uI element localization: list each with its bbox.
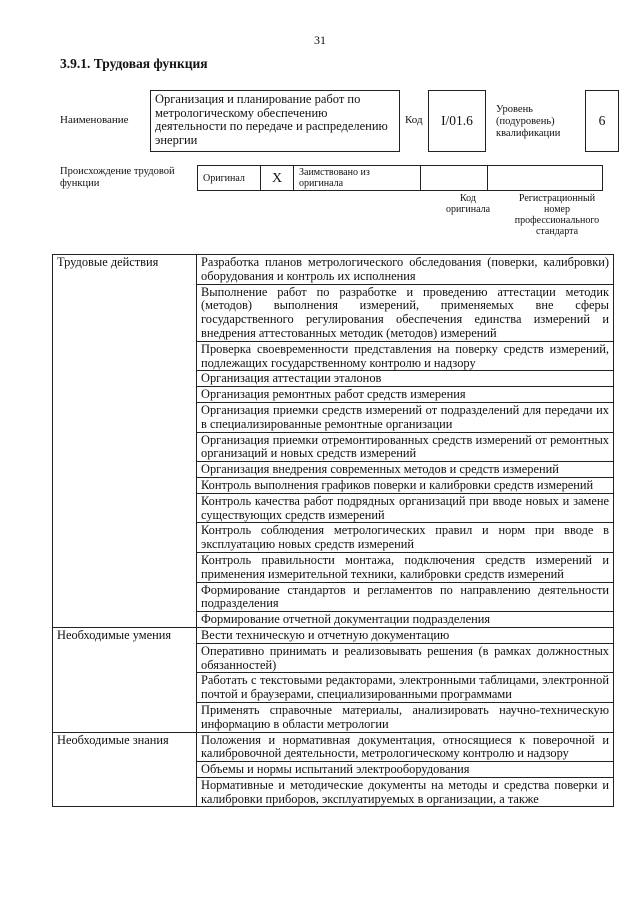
origin-code-cell — [421, 166, 488, 191]
borrowed-label: Заимствовано из оригинала — [294, 166, 421, 191]
original-mark: X — [261, 166, 294, 191]
code-label: Код — [405, 114, 423, 126]
origin-label: Происхождение трудовой функции — [60, 166, 175, 189]
item-cell: Оперативно принимать и реализовывать решения (в рамках должностных обязанностей) — [197, 643, 614, 673]
item-cell: Объемы и нормы испытаний электрооборудования — [197, 762, 614, 778]
category-cell: Трудовые действия — [53, 255, 197, 628]
item-cell: Проверка своевременности представления на поверку средств измерений, подлежащих государственному контролю и надзору — [197, 341, 614, 371]
code-value: I/01.6 — [441, 113, 473, 128]
table-row — [53, 627, 614, 643]
table-row — [53, 732, 614, 762]
item-cell: Контроль соблюдения метрологических правил и норм при вводе в эксплуатацию новых средств измерений — [197, 523, 614, 553]
function-name-box — [150, 90, 400, 152]
item-cell: Формирование отчетной документации подразделения — [197, 612, 614, 628]
item-cell: Выполнение работ по разработке и проведению аттестации методик (методов) выполнения измерений, применяемых вне сферы государственного регулирования обеспечения единства измерений и внедрения аттестованных методик (методов) измерений — [197, 284, 614, 341]
item-cell: Организация аттестации эталонов — [197, 371, 614, 387]
function-name: Организация и планирование работ по метрологическому обеспечению деятельности по передаче и распределению энергии — [155, 92, 388, 147]
original-label — [198, 166, 261, 191]
reg-caption: Регистрационный номер профессионального стандарта — [514, 193, 600, 237]
name-label: Наименование — [60, 114, 129, 126]
level-box — [585, 90, 619, 152]
item-cell: Организация внедрения современных методов и средств измерений — [197, 462, 614, 478]
page-number: 31 — [314, 33, 326, 47]
item-cell: Организация ремонтных работ средств измерения — [197, 387, 614, 403]
code-caption: Код оригинала — [445, 193, 491, 215]
item-cell: Применять справочные материалы, анализировать научно-техническую информацию в области метрологии — [197, 702, 614, 732]
section-title: 3.9.1. Трудовая функция — [60, 56, 208, 71]
reg-number-cell — [488, 166, 603, 191]
item-cell: Организация приемки отремонтированных средств измерений от ремонтных организаций и новых средств измерений — [197, 432, 614, 462]
item-cell: Формирование стандартов и регламентов по направлению деятельности подразделения — [197, 582, 614, 612]
item-cell: Работать с текстовыми редакторами, электронными таблицами, электронной почтой и браузерами, специализированными программами — [197, 673, 614, 703]
item-cell: Положения и нормативная документация, относящиеся к поверочной и калибровочной деятельности, метрологическому контролю и надзору — [197, 732, 614, 762]
origin-table — [197, 165, 603, 191]
item-cell: Вести техническую и отчетную документацию — [197, 627, 614, 643]
level-label: Уровень (подуровень) квалификации — [496, 104, 561, 139]
category-cell: Необходимые умения — [53, 627, 197, 732]
item-cell: Контроль правильности монтажа, подключения средств измерений и применения измерительной техники, калибровки средств измерений — [197, 552, 614, 582]
category-cell: Необходимые знания — [53, 732, 197, 807]
labor-function-table — [52, 254, 614, 807]
table-row — [53, 255, 614, 285]
item-cell: Контроль выполнения графиков поверки и калибровки средств измерений — [197, 477, 614, 493]
item-cell: Нормативные и методические документы на методы и средства поверки и калибровки приборов, эксплуатируемых в организации, а также — [197, 777, 614, 807]
code-box — [428, 90, 486, 152]
item-cell: Разработка планов метрологического обследования (поверки, калибровки) оборудования и контроль их исполнения — [197, 255, 614, 285]
original-label-text: Оригинал — [203, 172, 245, 184]
item-cell: Контроль качества работ подрядных организаций при вводе новых и замене существующих средств измерений — [197, 493, 614, 523]
item-cell: Организация приемки средств измерений от подразделений для передачи их в специализированные ремонтные организации — [197, 402, 614, 432]
level-value: 6 — [598, 113, 606, 128]
